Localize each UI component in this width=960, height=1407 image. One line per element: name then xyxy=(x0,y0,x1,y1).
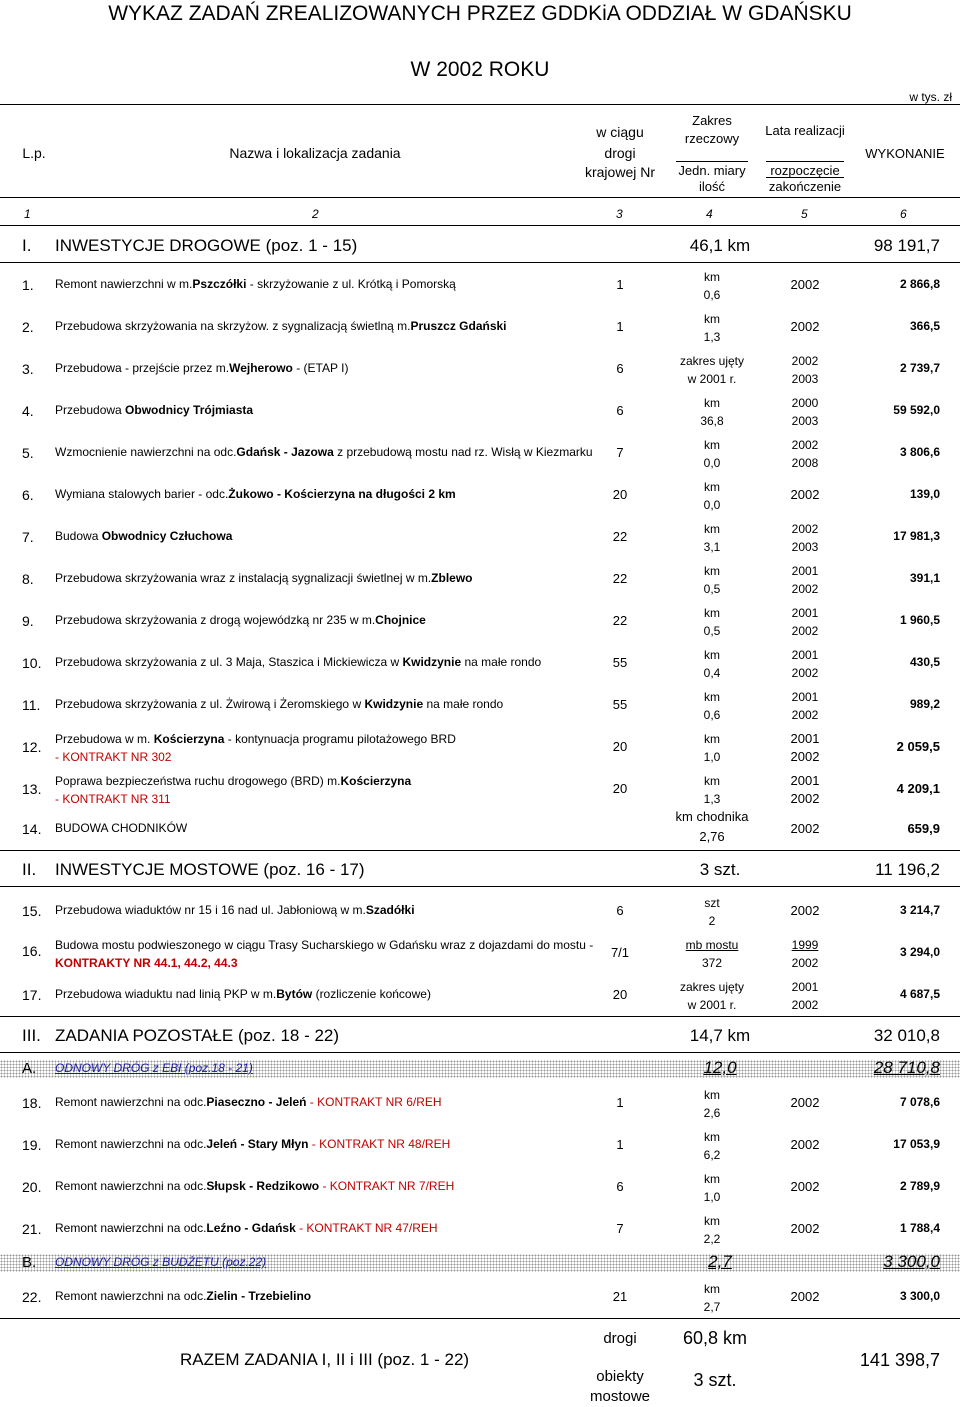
row-name: Budowa mostu podwieszonego w ciągu Trasy Sucharskiego w Gdańsku wraz z dojazdami do mostu - KONTRAKTY NR 44.1, 44.2, 44.3 xyxy=(55,938,594,970)
row-scope: km chodnika 2,76 xyxy=(675,809,749,844)
row-years: 2001 2002 xyxy=(790,731,820,764)
row-value: 59 592,0 xyxy=(893,403,940,417)
col-road-3: krajowej Nr xyxy=(584,164,655,180)
row-years: 2001 2002 xyxy=(791,648,819,680)
row-years: 2002 xyxy=(790,1137,820,1152)
row-name: Przebudowa skrzyżowania na skrzyżow. z sygnalizacją świetlną m.Pruszcz Gdański xyxy=(55,319,507,333)
section-qty: 46,1 km xyxy=(689,236,751,255)
subsection-num: A. xyxy=(22,1060,37,1077)
row-years: 2002 2003 xyxy=(791,354,819,386)
row-scope: km 0,4 xyxy=(703,648,721,680)
header-bottom-rule xyxy=(0,225,960,226)
section-num: I. xyxy=(22,236,32,255)
col-years-2: rozpoczęcie xyxy=(766,161,844,179)
table-row xyxy=(0,266,960,306)
row-value: 3 294,0 xyxy=(899,945,940,959)
row-road: 1 xyxy=(616,319,624,334)
subsection-value: 3 300,0 xyxy=(883,1252,940,1271)
row-road: 6 xyxy=(616,403,624,418)
row-num: 7. xyxy=(22,529,34,545)
row-name: Przebudowa - przejście przez m.Wejherowo - (ETAP I) xyxy=(55,361,349,375)
total-kind-roads: drogi xyxy=(603,1330,637,1347)
subsection-title: ODNOWY DRÓG z EBI (poz.18 - 21) xyxy=(55,1061,253,1075)
section-rule xyxy=(0,1052,960,1053)
row-road: 6 xyxy=(616,1179,624,1194)
row-years: 2002 xyxy=(790,487,820,502)
table-row xyxy=(0,308,960,348)
row-scope: km 0,6 xyxy=(703,690,721,722)
section-rule xyxy=(0,262,960,263)
row-scope: km 0,5 xyxy=(703,606,721,638)
row-num: 12. xyxy=(22,739,42,755)
row-years: 2002 xyxy=(790,1095,820,1110)
row-road: 20 xyxy=(612,739,628,754)
row-value: 17 053,9 xyxy=(893,1137,940,1151)
row-num: 2. xyxy=(22,319,34,335)
row-road: 1 xyxy=(616,277,624,292)
col-exec: WYKONANIE xyxy=(865,146,945,161)
section-num: III. xyxy=(22,1026,41,1045)
row-num: 18. xyxy=(22,1095,42,1111)
row-value: 366,5 xyxy=(909,319,940,333)
row-name: Remont nawierzchni na odc.Jeleń - Stary Młyn - KONTRAKT NR 48/REH xyxy=(55,1137,451,1151)
col-num-2: 2 xyxy=(312,207,319,221)
col-scope-4: ilość xyxy=(698,179,725,194)
col-num-6: 6 xyxy=(900,207,907,221)
row-value: 430,5 xyxy=(909,655,940,669)
total-rule xyxy=(0,1318,960,1319)
table-row xyxy=(0,350,960,390)
row-road: 1 xyxy=(616,1095,624,1110)
row-num: 20. xyxy=(22,1179,42,1195)
row-num: 8. xyxy=(22,571,34,587)
row-years: 2002 2008 xyxy=(791,438,819,470)
row-scope: km 1,0 xyxy=(703,732,721,764)
unit-note: w tys. zł xyxy=(909,90,952,104)
table-row xyxy=(0,686,960,726)
table-row xyxy=(0,976,960,1016)
row-name: Przebudowa skrzyżowania wraz z instalacją sygnalizacji świetlnej w m.Zblewo xyxy=(55,571,473,585)
page-title: WYKAZ ZADAŃ ZREALIZOWANYCH PRZEZ GDDKiA ODDZIAŁ W GDAŃSKU xyxy=(108,2,852,25)
section-qty: 14,7 km xyxy=(689,1026,751,1045)
row-value: 139,0 xyxy=(909,487,940,501)
table-row xyxy=(0,892,960,932)
col-years-3: zakończenie xyxy=(766,177,844,195)
row-scope: km 1,3 xyxy=(703,312,721,344)
col-name: Nazwa i lokalizacja zadania xyxy=(229,145,401,161)
section-rule xyxy=(0,850,960,851)
row-scope: km 0,0 xyxy=(703,438,721,470)
row-name: Przebudowa wiaduktów nr 15 i 16 nad ul. Jabłoniową w m.Szadółki xyxy=(55,903,415,917)
row-value: 2 866,8 xyxy=(899,277,940,291)
row-road: 7 xyxy=(616,1221,624,1236)
row-name: Przebudowa wiaduktu nad linią PKP w m.Bytów (rozliczenie końcowe) xyxy=(55,987,431,1001)
row-name: Remont nawierzchni na odc.Słupsk - Redzikowo - KONTRAKT NR 7/REH xyxy=(55,1179,455,1193)
row-road: 1 xyxy=(616,1137,624,1152)
row-scope: mb mostu 372 xyxy=(685,938,739,970)
row-name: Remont nawierzchni w m.Pszczółki - skrzyżowanie z ul. Krótką i Pomorską xyxy=(55,277,456,291)
row-num: 9. xyxy=(22,613,34,629)
row-scope: zakres ujęty w 2001 r. xyxy=(679,980,745,1012)
row-scope: km 6,2 xyxy=(703,1130,721,1162)
row-scope: szt 2 xyxy=(704,896,720,928)
section-rule xyxy=(0,886,960,887)
section-title: INWESTYCJE DROGOWE (poz. 1 - 15) xyxy=(55,236,358,255)
row-scope: km 2,2 xyxy=(703,1214,721,1246)
table-row xyxy=(0,560,960,600)
row-name: Przebudowa Obwodnicy Trójmiasta xyxy=(55,403,254,417)
row-years: 2002 xyxy=(790,821,820,836)
section-value: 32 010,8 xyxy=(873,1026,940,1045)
row-years: 2002 xyxy=(790,903,820,918)
row-road: 22 xyxy=(612,529,628,544)
subsection-qty: 12,0 xyxy=(703,1058,737,1077)
section-title: INWESTYCJE MOSTOWE (poz. 16 - 17) xyxy=(55,860,365,879)
row-num: 16. xyxy=(22,943,42,959)
row-years: 2002 xyxy=(790,1179,820,1194)
total-kind-bridges: obiekty mostowe xyxy=(589,1368,651,1405)
row-num: 3. xyxy=(22,361,34,377)
section-title: ZADANIA POZOSTAŁE (poz. 18 - 22) xyxy=(55,1026,340,1045)
row-value: 3 806,6 xyxy=(899,445,940,459)
table-row xyxy=(0,1084,960,1124)
row-value: 3 214,7 xyxy=(899,903,940,917)
row-value: 989,2 xyxy=(909,697,940,711)
row-value: 4 687,5 xyxy=(899,987,940,1001)
row-years: 2001 2002 xyxy=(791,606,819,638)
row-years: 2002 xyxy=(790,277,820,292)
table-row xyxy=(0,518,960,558)
row-name: Przebudowa skrzyżowania z drogą wojewódzką nr 235 w m.Chojnice xyxy=(55,613,426,627)
row-name: Budowa Obwodnicy Człuchowa xyxy=(55,529,233,543)
row-num: 21. xyxy=(22,1221,42,1237)
row-name: Przebudowa skrzyżowania z ul. 3 Maja, Staszica i Mickiewicza w Kwidzynie na małe rondo xyxy=(55,655,542,669)
row-num: 19. xyxy=(22,1137,42,1153)
row-num: 1. xyxy=(22,277,34,293)
row-years: 2001 2002 xyxy=(790,773,820,806)
row-value: 3 300,0 xyxy=(899,1289,940,1303)
row-value: 1 960,5 xyxy=(899,613,940,627)
row-road: 20 xyxy=(612,781,628,796)
row-road: 22 xyxy=(612,613,628,628)
table-row xyxy=(0,810,960,850)
row-value: 2 789,9 xyxy=(899,1179,940,1193)
section-qty: 3 szt. xyxy=(699,860,741,879)
row-years: 1999 2002 xyxy=(791,938,819,970)
table-row xyxy=(0,934,960,974)
header-mid-rule xyxy=(0,197,960,198)
row-name: Przebudowa w m. Kościerzyna - kontynuacja programu pilotażowego BRD - KONTRAKT NR 302 xyxy=(55,732,456,764)
col-years-1: Lata realizacji xyxy=(765,123,845,138)
row-name: Poprawa bezpieczeństwa ruchu drogowego (BRD) m.Kościerzyna - KONTRAKT NR 311 xyxy=(55,774,412,806)
col-scope-3: Jedn. miary xyxy=(676,161,748,179)
section-value: 11 196,2 xyxy=(875,860,940,879)
subsection-b xyxy=(0,1254,960,1272)
total-qty-bridges: 3 szt. xyxy=(693,1370,737,1390)
section-rule xyxy=(0,1016,960,1017)
total-value: 141 398,7 xyxy=(859,1350,940,1370)
row-scope: km 0,6 xyxy=(703,270,721,302)
row-num: 11. xyxy=(22,697,41,713)
col-num-5: 5 xyxy=(801,207,808,221)
table-row xyxy=(0,602,960,642)
row-name: Remont nawierzchni na odc.Leźno - Gdańsk - KONTRAKT NR 47/REH xyxy=(55,1221,438,1235)
header-top-rule xyxy=(0,104,960,105)
table-row xyxy=(0,1210,960,1250)
row-years: 2002 xyxy=(790,319,820,334)
row-name: BUDOWA CHODNIKÓW xyxy=(55,821,188,835)
row-value: 4 209,1 xyxy=(896,781,940,796)
table-row xyxy=(0,770,960,810)
col-scope-2: rzeczowy xyxy=(684,131,740,146)
row-scope: km 36,8 xyxy=(700,396,724,428)
row-years: 2002 xyxy=(790,1221,820,1236)
row-road: 55 xyxy=(612,697,628,712)
row-num: 22. xyxy=(22,1289,42,1305)
table-row xyxy=(0,1278,960,1318)
row-value: 1 788,4 xyxy=(899,1221,940,1235)
row-num: 13. xyxy=(22,781,42,797)
row-num: 5. xyxy=(22,445,34,461)
row-value: 2 059,5 xyxy=(896,739,940,754)
section-value: 98 191,7 xyxy=(873,236,940,255)
col-road-2: drogi xyxy=(604,145,636,161)
subsection-num: B. xyxy=(22,1254,37,1271)
col-scope-1: Zakres xyxy=(692,113,732,128)
subsection-title: ODNOWY DRÓG z BUDŻETU (poz.22) xyxy=(55,1255,267,1269)
total-qty-roads: 60,8 km xyxy=(682,1328,748,1348)
row-value: 2 739,7 xyxy=(899,361,940,375)
table-row xyxy=(0,1168,960,1208)
row-num: 6. xyxy=(22,487,34,503)
col-num-3: 3 xyxy=(616,207,623,221)
row-name: Wzmocnienie nawierzchni na odc.Gdańsk - Jazowa z przebudową mostu nad rz. Wisłą w Kiezmarku xyxy=(55,445,593,459)
row-road: 7/1 xyxy=(610,945,630,960)
col-num-1: 1 xyxy=(24,207,31,221)
row-scope: zakres ujęty w 2001 r. xyxy=(679,354,745,386)
row-road: 21 xyxy=(612,1289,628,1304)
col-lp: L.p. xyxy=(22,145,46,161)
row-road: 6 xyxy=(616,361,624,376)
table-row xyxy=(0,728,960,768)
table-row xyxy=(0,476,960,516)
row-name: Remont nawierzchni na odc.Piaseczno - Jeleń - KONTRAKT NR 6/REH xyxy=(55,1095,442,1109)
row-num: 10. xyxy=(22,655,42,671)
subsection-qty: 2,7 xyxy=(708,1252,732,1271)
row-num: 17. xyxy=(22,987,42,1003)
row-years: 2001 2002 xyxy=(791,564,819,596)
table-row xyxy=(0,392,960,432)
row-years: 2001 2002 xyxy=(791,690,819,722)
col-road-1: w ciągu xyxy=(596,124,644,140)
row-road: 22 xyxy=(612,571,628,586)
row-scope: km 0,5 xyxy=(703,564,721,596)
row-years: 2002 2003 xyxy=(791,522,819,554)
row-value: 17 981,3 xyxy=(893,529,940,543)
row-road: 6 xyxy=(616,903,624,918)
row-scope: km 1,3 xyxy=(703,774,721,806)
row-value: 7 078,6 xyxy=(899,1095,940,1109)
table-row xyxy=(0,434,960,474)
subsection-a xyxy=(0,1060,960,1078)
section-num: II. xyxy=(22,860,37,879)
row-years: 2000 2003 xyxy=(791,396,819,428)
row-name: Wymiana stalowych barier - odc.Żukowo - Kościerzyna na długości 2 km xyxy=(55,487,456,501)
row-num: 15. xyxy=(22,903,42,919)
row-scope: km 0,0 xyxy=(703,480,721,512)
subsection-value: 28 710,8 xyxy=(873,1058,940,1077)
row-scope: km 2,7 xyxy=(703,1282,721,1314)
row-scope: km 1,0 xyxy=(703,1172,721,1204)
row-road: 20 xyxy=(612,987,628,1002)
row-num: 14. xyxy=(22,821,42,837)
col-num-4: 4 xyxy=(706,207,713,221)
row-road: 7 xyxy=(616,445,624,460)
table-row xyxy=(0,1126,960,1166)
row-years: 2001 2002 xyxy=(791,980,819,1012)
total-label: RAZEM ZADANIA I, II i III (poz. 1 - 22) xyxy=(180,1350,470,1369)
row-scope: km 2,6 xyxy=(703,1088,721,1120)
row-num: 4. xyxy=(22,403,34,419)
row-value: 659,9 xyxy=(907,821,940,836)
row-road: 20 xyxy=(612,487,628,502)
row-value: 391,1 xyxy=(909,571,940,585)
row-road: 55 xyxy=(612,655,628,670)
row-scope: km 3,1 xyxy=(703,522,721,554)
row-years: 2002 xyxy=(790,1289,820,1304)
row-name: Przebudowa skrzyżowania z ul. Żwirową i Żeromskiego w Kwidzynie na małe rondo xyxy=(55,697,504,711)
table-row xyxy=(0,644,960,684)
row-name: Remont nawierzchni na odc.Zielin - Trzebielino xyxy=(55,1289,312,1303)
page-subtitle: W 2002 ROKU xyxy=(410,58,550,81)
